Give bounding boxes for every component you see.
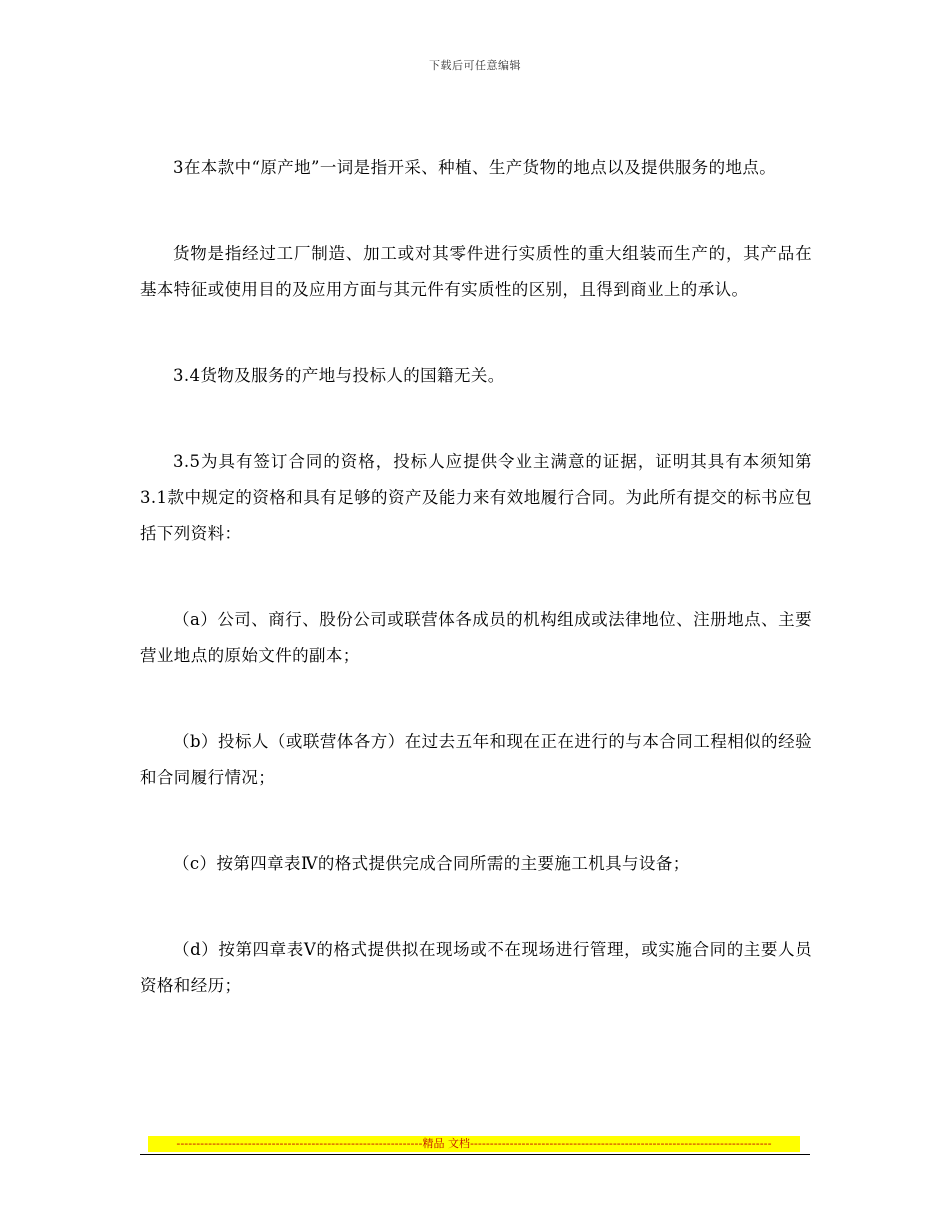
footer-divider (140, 1154, 810, 1155)
document-body (140, 150, 812, 1004)
paragraph-3-5: 3.5为具有签订合同的资格，投标人应提供令业主满意的证据，证明其具有本须知第3.1款中规定的资格和具有足够的资产及能力来有效地履行合同。为此所有提交的标书应包括下列资料： (140, 452, 812, 543)
page-header: 下载后可任意编辑 (429, 59, 521, 72)
paragraph-3-4: 3.4货物及服务的产地与投标人的国籍无关。 (173, 366, 505, 385)
paragraph-origin-definition: 3在本款中“原产地”一词是指开采、种植、生产货物的地点以及提供服务的地点。 (173, 158, 777, 177)
paragraph-item-b: （b）投标人（或联营体各方）在过去五年和现在正在进行的与本合同工程相似的经验和合同履行情况； (140, 732, 812, 787)
footer-banner: --------------------------------------------------------------精品 文档---------------------------------------------------------------------------- (148, 1136, 800, 1152)
paragraph-goods-definition: 货物是指经过工厂制造、加工或对其零件进行实质性的重大组装而生产的，其产品在基本特征或使用目的及应用方面与其元件有实质性的区别，且得到商业上的承认。 (140, 244, 812, 299)
paragraph-item-d: （d）按第四章表Ⅴ的格式提供拟在现场或不在现场进行管理，或实施合同的主要人员资格和经历； (140, 940, 812, 995)
paragraph-item-a: （a）公司、商行、股份公司或联营体各成员的机构组成或法律地位、注册地点、主要营业地点的原始文件的副本； (140, 610, 812, 665)
paragraph-item-c: （c）按第四章表Ⅳ的格式提供完成合同所需的主要施工机具与设备； (173, 854, 690, 873)
